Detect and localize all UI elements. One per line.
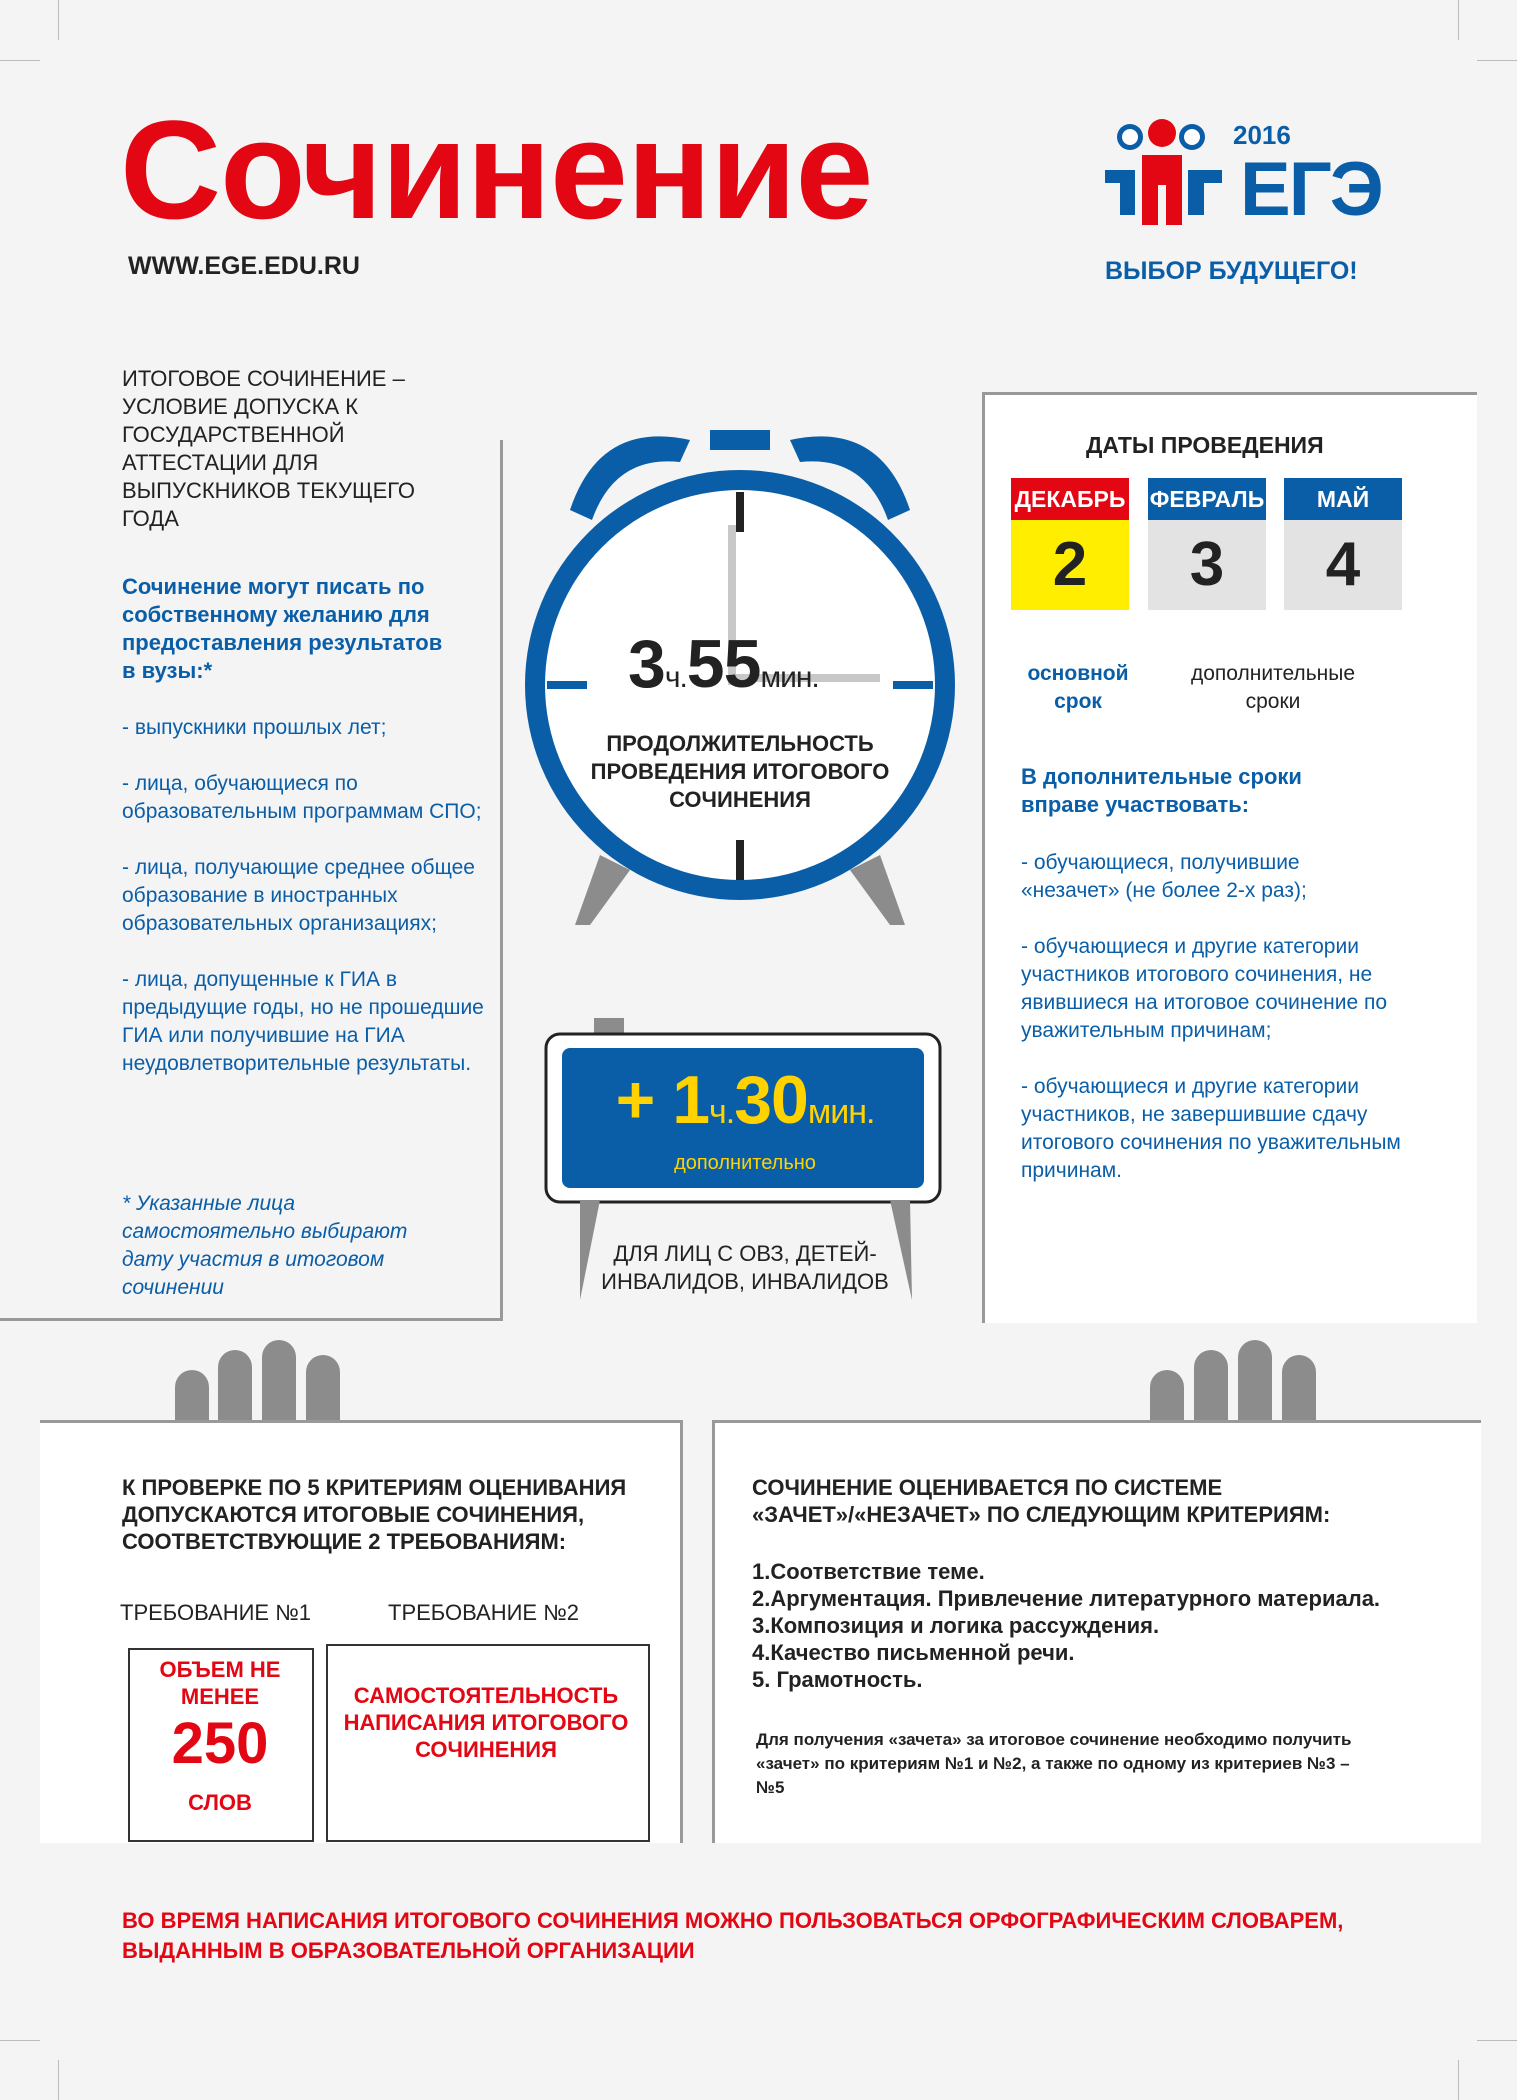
logo-year: 2016 <box>1233 120 1291 150</box>
requirement-1-label: ТРЕБОВАНИЕ №1 <box>120 1600 312 1625</box>
requirement-1-number: 250 <box>171 1711 269 1776</box>
extra-terms-caption: дополнительные сроки <box>1190 662 1356 713</box>
duration-minutes: 55 <box>686 626 761 702</box>
dictionary-notice: ВО ВРЕМЯ НАПИСАНИЯ ИТОГОВОГО СОЧИНЕНИЯ МОЖНО ПОЛЬЗОВАТЬСЯ ОРФОГРАФИЧЕСКИМ СЛОВАРЕМ, ВЫДАННЫМ В ОБРАЗОВАТЕЛЬНОЙ ОРГАНИЗАЦИИ <box>122 1908 1344 1963</box>
voluntary-lead: Сочинение могут писать по собственному желанию для предоставления результатов в вузы:* <box>122 574 443 683</box>
calendar-day: 2 <box>1011 520 1129 610</box>
extra-terms-lead: В дополнительные сроки вправе участвовать: <box>1021 764 1302 817</box>
criterion-item: 2.Аргументация. Привлечение литературного материала. <box>752 1586 1381 1611</box>
list-item: - лица, получающие среднее общее образование в иностранных образовательных организациях; <box>122 856 475 935</box>
crop-mark <box>1477 60 1517 61</box>
duration-minutes-unit: мин. <box>760 661 819 694</box>
extra-hours: 1 <box>672 1062 710 1138</box>
admission-condition: ИТОГОВОЕ СОЧИНЕНИЕ – УСЛОВИЕ ДОПУСКА К ГОСУДАРСТВЕННОЙ АТТЕСТАЦИИ ДЛЯ ВЫПУСКНИКОВ ТЕКУЩЕГО ГОДА <box>122 366 416 531</box>
calendar-may <box>1284 478 1402 610</box>
crop-mark <box>1458 0 1459 40</box>
main-term-caption: основной срок <box>1027 662 1129 713</box>
extra-time-audience: ДЛЯ ЛИЦ С ОВЗ, ДЕТЕЙ-ИНВАЛИДОВ, ИНВАЛИДОВ <box>601 1241 889 1294</box>
logo-slogan: ВЫБОР БУДУЩЕГО! <box>1105 257 1358 285</box>
criterion-item: 5. Грамотность. <box>752 1667 923 1692</box>
logo-name: ЕГЭ <box>1240 147 1382 232</box>
calendar-february <box>1148 478 1266 610</box>
grading-heading: СОЧИНЕНИЕ ОЦЕНИВАЕТСЯ ПО СИСТЕМЕ «ЗАЧЕТ»/«НЕЗАЧЕТ» ПО СЛЕДУЮЩИМ КРИТЕРИЯМ: <box>752 1475 1331 1527</box>
dates-title: ДАТЫ ПРОВЕДЕНИЯ <box>1086 432 1324 458</box>
criterion-item: 3.Композиция и логика рассуждения. <box>752 1613 1160 1638</box>
extra-minutes-unit: мин. <box>807 1093 875 1131</box>
page-title: Сочинение <box>120 91 873 248</box>
grading-note: Для получения «зачета» за итоговое сочинение необходимо получить «зачет» по критериям №1 и №2, а также по одному из критериев №3 – №5 <box>756 1730 1352 1797</box>
calendar-month: ФЕВРАЛЬ <box>1148 478 1266 520</box>
calendar-day: 4 <box>1284 520 1402 610</box>
requirement-1-unit: СЛОВ <box>188 1790 252 1815</box>
crop-mark <box>0 2040 40 2041</box>
extra-hours-unit: ч. <box>709 1093 735 1131</box>
extra-time-label: дополнительно <box>674 1152 816 1174</box>
list-item: - обучающиеся и другие категории участников, не завершившие сдачу итогового сочинения по уважительным причинам. <box>1021 1075 1401 1182</box>
duration-value <box>628 626 819 702</box>
list-item: - лица, обучающиеся по образовательным программам СПО; <box>122 772 482 823</box>
list-item: - обучающиеся, получившие «незачет» (не более 2-х раз); <box>1021 851 1307 902</box>
extra-plus: + <box>615 1062 655 1138</box>
extra-minutes: 30 <box>734 1062 808 1138</box>
criterion-item: 4.Качество письменной речи. <box>752 1640 1075 1665</box>
crop-mark <box>58 0 59 40</box>
footnote: * Указанные лица самостоятельно выбирают дату участия в итоговом сочинении <box>122 1192 408 1299</box>
duration-label: ПРОДОЛЖИТЕЛЬНОСТЬ ПРОВЕДЕНИЯ ИТОГОВОГО СОЧИНЕНИЯ <box>590 731 890 812</box>
crop-mark <box>1458 2060 1459 2100</box>
list-item: - выпускники прошлых лет; <box>122 716 387 739</box>
calendar-day: 3 <box>1148 520 1266 610</box>
requirement-2-label: ТРЕБОВАНИЕ №2 <box>388 1600 580 1625</box>
divider <box>0 1318 503 1321</box>
crop-mark <box>58 2060 59 2100</box>
crop-mark <box>1477 2040 1517 2041</box>
voluntary-list <box>122 714 492 1106</box>
website-link[interactable]: WWW.EGE.EDU.RU <box>128 252 360 280</box>
grading-criteria-list <box>752 1558 1442 1693</box>
requirement-2-text: САМОСТОЯТЕЛЬНОСТЬ НАПИСАНИЯ ИТОГОВОГО СОЧИНЕНИЯ <box>343 1683 629 1762</box>
calendar-month: МАЙ <box>1284 478 1402 520</box>
calendar-month: ДЕКАБРЬ <box>1011 478 1129 520</box>
crop-mark <box>0 60 40 61</box>
list-item: - обучающиеся и другие категории участников итогового сочинения, не явившиеся на итоговое сочинение по уважительным причинам; <box>1021 935 1388 1042</box>
duration-hours: 3 <box>628 626 665 702</box>
criterion-item: 1.Соответствие теме. <box>752 1559 985 1584</box>
extra-time-value <box>575 1062 915 1138</box>
extra-terms-list <box>1021 849 1401 1213</box>
duration-hours-unit: ч. <box>664 661 687 694</box>
calendar-december <box>1011 478 1129 610</box>
requirement-1-text: ОБЪЕМ НЕ МЕНЕЕ <box>159 1657 281 1709</box>
list-item: - лица, допущенные к ГИА в предыдущие годы, но не прошедшие ГИА или получившие на ГИА неудовлетворительные результаты. <box>122 968 484 1075</box>
requirements-heading: К ПРОВЕРКЕ ПО 5 КРИТЕРИЯМ ОЦЕНИВАНИЯ ДОПУСКАЮТСЯ ИТОГОВЫЕ СОЧИНЕНИЯ, СООТВЕТСТВУЮЩИЕ 2 ТРЕБОВАНИЯМ: <box>122 1475 627 1554</box>
